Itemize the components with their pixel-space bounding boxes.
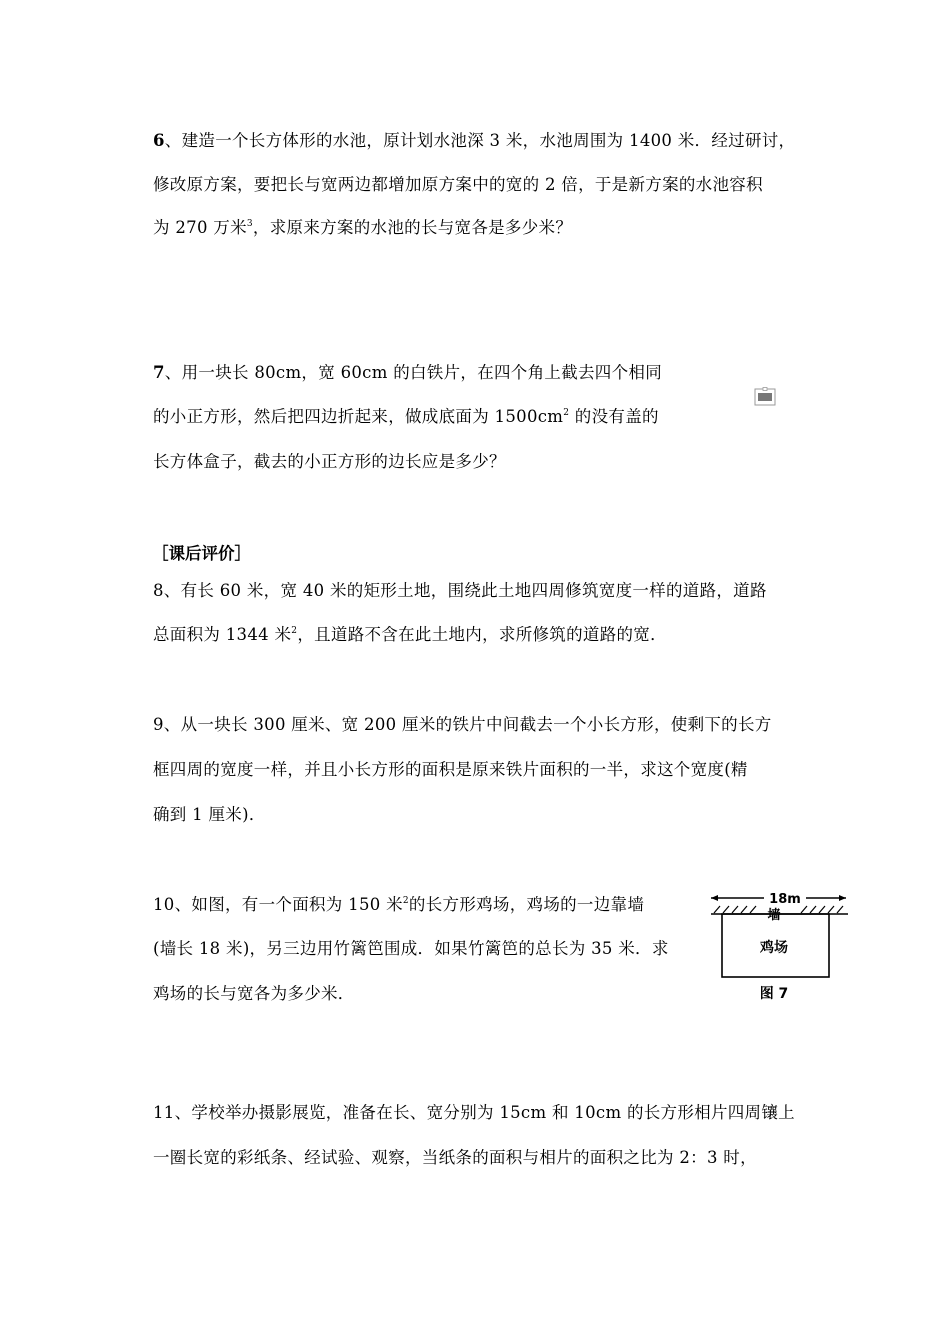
q9-line-3: 确到 1 厘米)．	[153, 805, 266, 824]
embedded-image-icon	[754, 387, 776, 407]
section-heading: ［课后评价］	[152, 544, 251, 563]
q7-line-2: 的小正方形，然后把四边折起来，做成底面为 $1500cm^2$ 的没有盖的	[153, 407, 659, 426]
q7-line-3: 长方体盒子，截去的小正方形的边长应是多少？	[153, 452, 506, 471]
q6-line-2: 修改原方案，要把长与宽两边都增加原方案中的宽的 2 倍，于是新方案的水池容积	[153, 175, 763, 194]
q10-line-2: (墙长 18 米)，另三边用竹篱笆围成．如果竹篱笆的总长为 35 米．求	[153, 939, 669, 958]
q10-line-1: 10、如图，有一个面积为 150 米$^2$的长方形鸡场，鸡场的一边靠墙	[153, 895, 645, 914]
q8-line-2: 总面积为 1344 米$^2$，且道路不含在此土地内，求所修筑的道路的宽．	[153, 625, 667, 644]
q11-line-2: 一圈长宽的彩纸条、经试验、观察，当纸条的面积与相片的面积之比为 2：3 时，	[153, 1148, 757, 1167]
arrow-left-icon	[711, 895, 718, 901]
dimension-label: 18m	[769, 892, 801, 907]
figure-caption: 图 7	[759, 986, 789, 1002]
q6-line-3: 为 270 万米$^3$，求原来方案的水池的长与宽各是多少米？	[153, 218, 573, 237]
q9-line-1: 9、从一块长 300 厘米、宽 200 厘米的铁片中间截去一个小长方形，使剩下的长方	[153, 715, 772, 734]
q9-line-2: 框四周的宽度一样，并且小长方形的面积是原来铁片面积的一半，求这个宽度(精	[153, 760, 748, 779]
figure-7-diagram	[708, 888, 858, 1006]
q7-line-1: 7、用一块长 80cm，宽 60cm 的白铁片，在四个角上截去四个相同	[153, 363, 662, 382]
q6-number: 6	[153, 131, 165, 150]
q7-number: 7	[153, 363, 165, 382]
q8-line-1: 8、有长 60 米，宽 40 米的矩形土地，围绕此土地四周修筑宽度一样的道路，道路	[153, 581, 767, 600]
q11-line-1: 11、学校举办摄影展览，准备在长、宽分别为 15cm 和 10cm 的长方形相片四周镶上	[153, 1103, 795, 1122]
q6-line-1: 6、建造一个长方体形的水池，原计划水池深 3 米，水池周围为 1400 米．经过研讨，	[153, 131, 796, 150]
pen-label: 鸡场	[760, 940, 788, 956]
wall-label: 墙	[767, 908, 781, 923]
arrow-right-icon	[839, 895, 846, 901]
q10-line-3: 鸡场的长与宽各为多少米．	[153, 984, 355, 1003]
